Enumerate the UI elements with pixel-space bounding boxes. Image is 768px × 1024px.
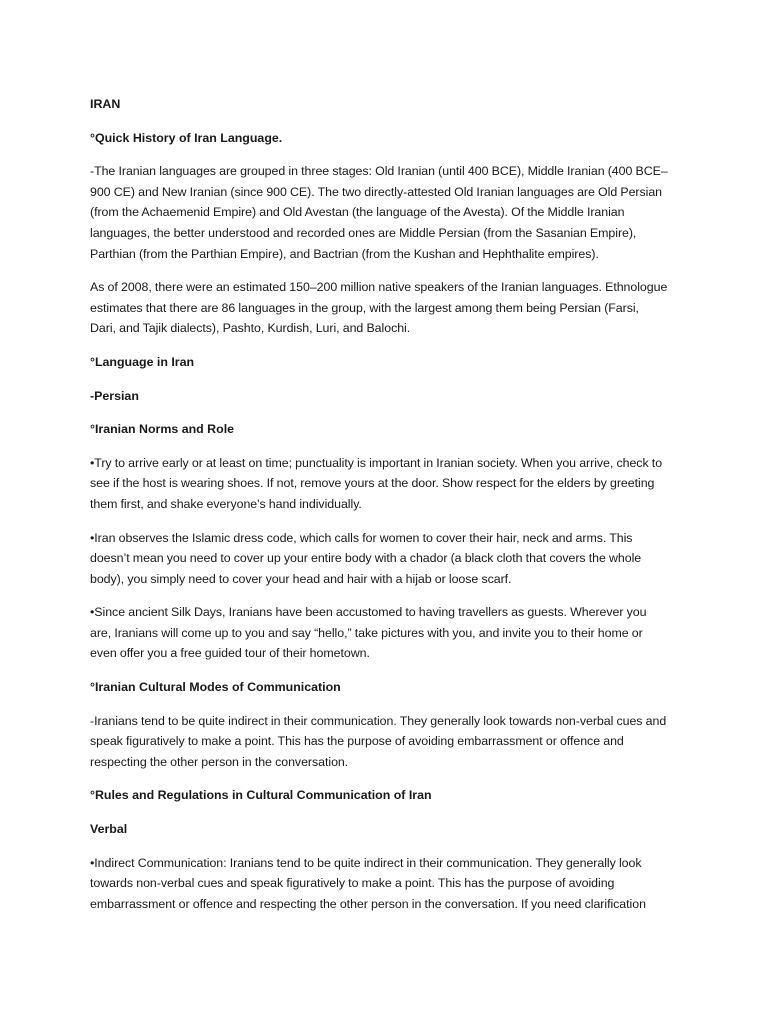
paragraph-verbal-indirect: •Indirect Communication: Iranians tend to be quite indirect in their communication. They generally look towards non-verbal cues and speak figuratively to make a point. This has the purpose of avoiding embarrassment or offence and respecting the other person in the conversation. If you need clarification [90,855,646,911]
section-heading-modes-of-communication: °Iranian Cultural Modes of Communication [90,680,341,695]
section-heading-quick-history: °Quick History of Iran Language. [90,130,283,145]
paragraph-iranian-language-stages: -The Iranian languages are grouped in three stages: Old Iranian (until 400 BCE), Middle Iranian (400 BCE–900 CE) and New Iranian (since 900 CE). The two directly-attested Old Iranian languages are Old Persian (from the Achaemenid Empire) and Old Avestan (the language of the Avesta). Of the Middle Iranian languages, the better understood and recorded ones are Middle Persian (from the Sasanian Empire), Parthian (from the Parthian Empire), and Bactrian (from the Kushan and Hephthalite empires). [90,164,668,261]
paragraph-indirect-communication: -Iranians tend to be quite indirect in their communication. They generally look towards non-verbal cues and speak figuratively to make a point. This has the purpose of avoiding embarrassment or offence and respecting the other person in the conversation. [90,713,667,769]
paragraph-dress-code: •Iran observes the Islamic dress code, which calls for women to cover their hair, neck and arms. This doesn’t mean you need to cover up your entire body with a chador (a black cloth that covers the whole body), you simply need to cover your head and hair with a hijab or loose scarf. [90,530,642,586]
section-heading-language-in-iran: °Language in Iran [90,354,195,369]
subheading-verbal: Verbal [90,822,128,837]
paragraph-punctuality: •Try to arrive early or at least on time; punctuality is important in Iranian society. When you arrive, check to see if the host is wearing shoes. If not, remove yours at the door. Show respect for the elders by greeting them first, and shake everyone's hand individually. [90,455,663,511]
document-title: IRAN [90,97,121,111]
paragraph-native-speakers: As of 2008, there were an estimated 150–200 million native speakers of the Iranian languages. Ethnologue estimates that there are 86 languages in the group, with the largest among them being Persian (Farsi, Dari, and Tajik dialects), Pashto, Kurdish, Luri, and Balochi. [90,280,668,336]
subheading-persian: -Persian [90,388,139,403]
section-heading-norms-and-role: °Iranian Norms and Role [90,422,235,437]
section-heading-rules-and-regulations: °Rules and Regulations in Cultural Communication of Iran [90,788,432,803]
paragraph-silk-days: •Since ancient Silk Days, Iranians have been accustomed to having travellers as guests. Wherever you are, Iranians will come up to you and say “hello,” take pictures with you, and invite you to their home or even offer you a free guided tour of their hometown. [90,605,647,661]
